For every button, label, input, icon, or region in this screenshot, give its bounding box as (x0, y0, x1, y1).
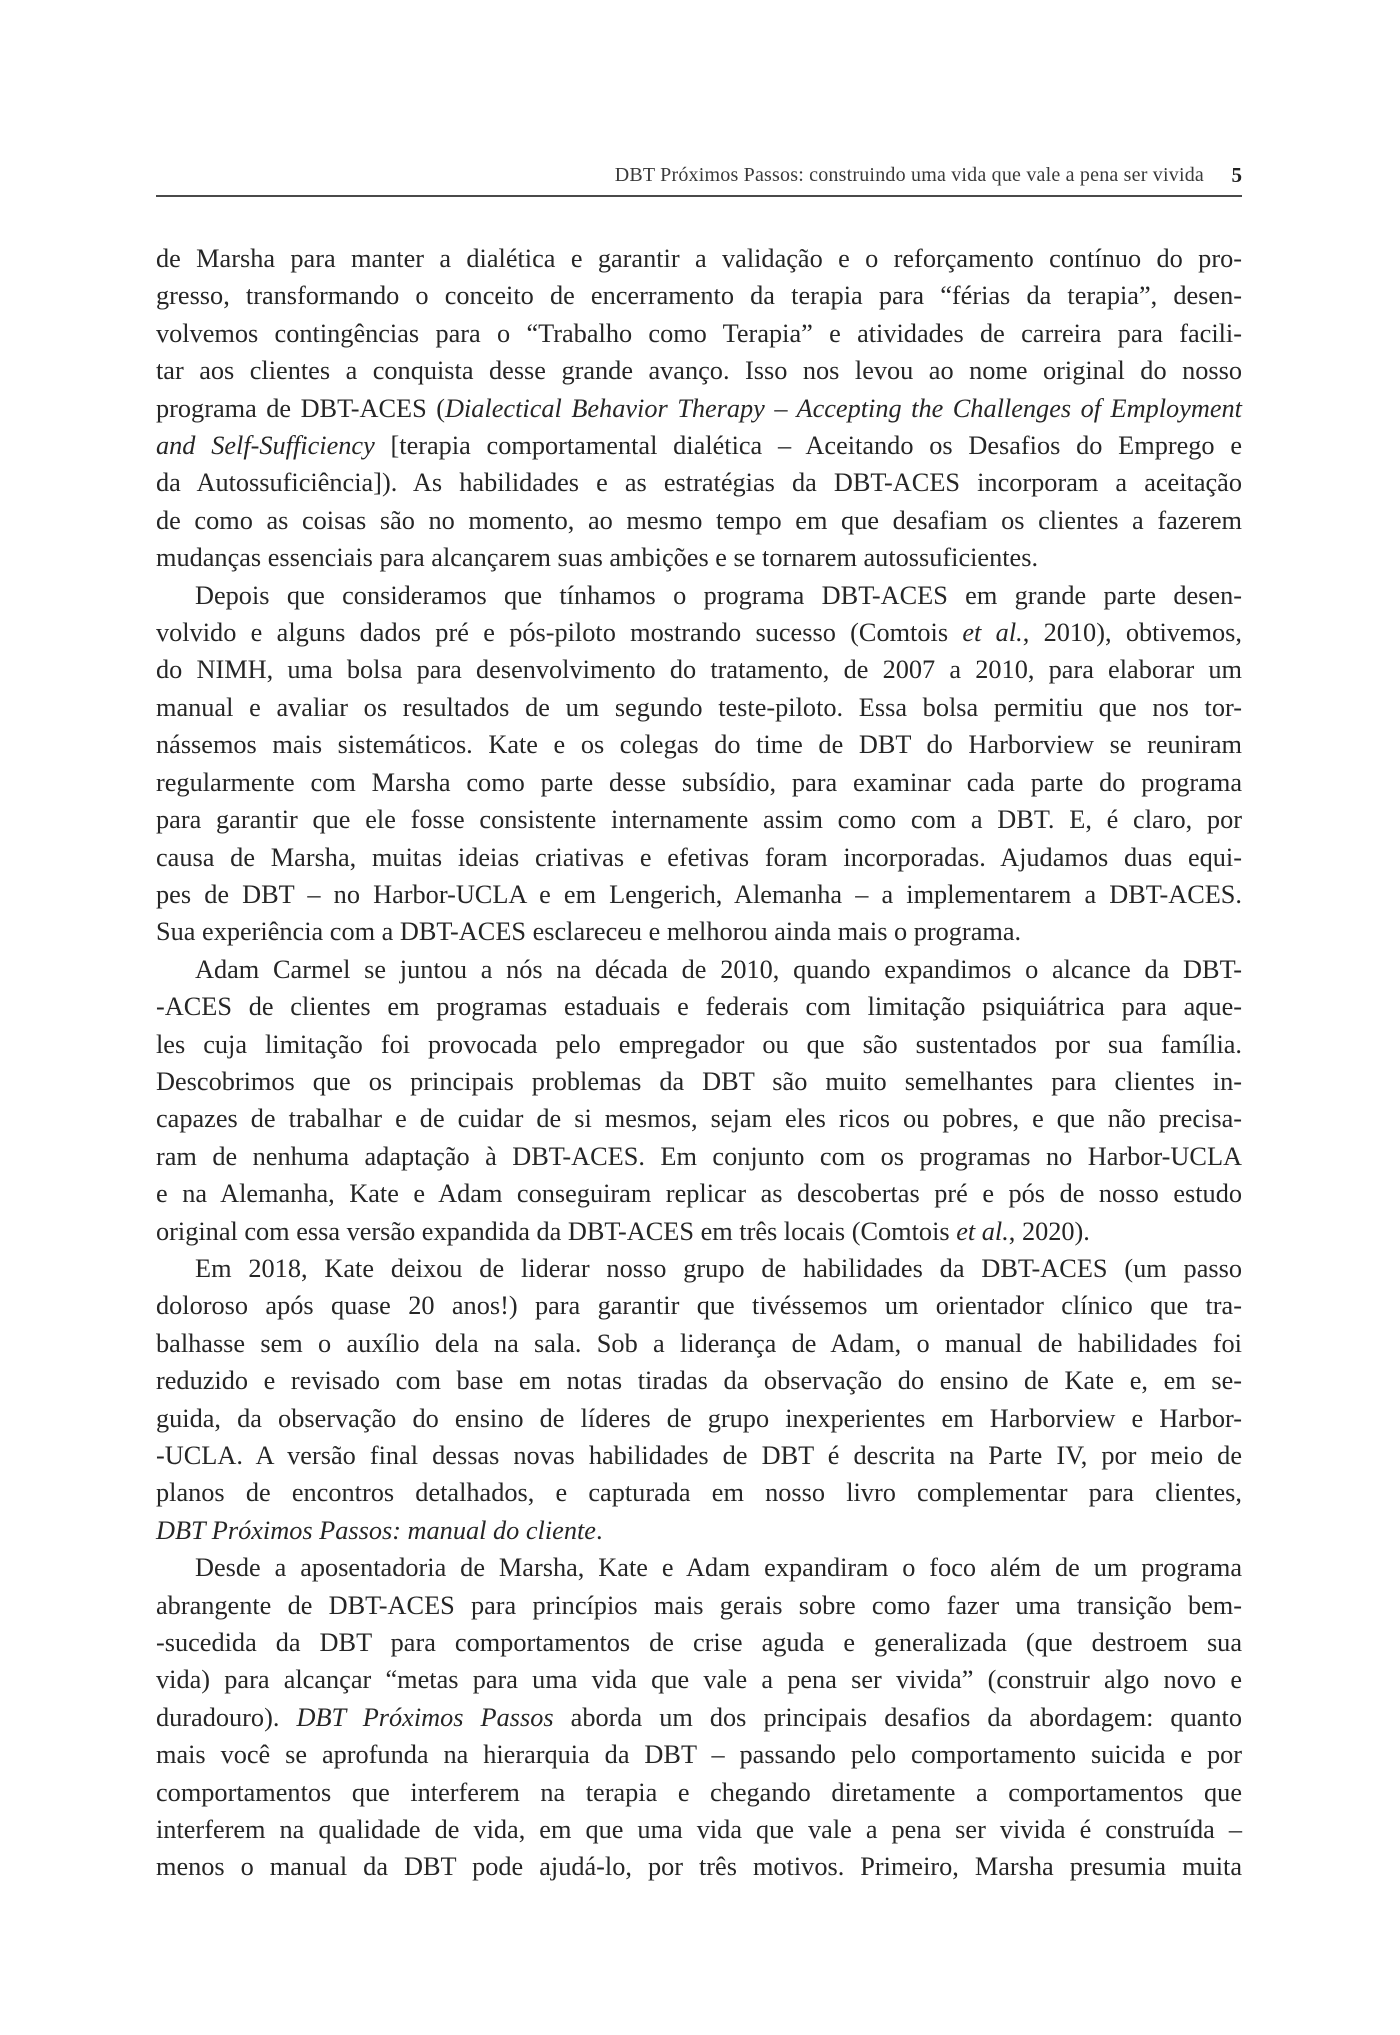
text-line (156, 502, 1242, 539)
line-text: Sua experiência com a DBT-ACES esclareceu e melhorou ainda mais o programa. (156, 917, 1022, 947)
text-line (156, 1138, 1242, 1175)
line-text: Descobrimos que os principais problemas da DBT são muito semelhantes para clientes in- (156, 1066, 1242, 1096)
line-text: volvemos contingências para o “Trabalho como Terapia” e atividades de carreira para facili- (156, 318, 1242, 348)
text-line (156, 1587, 1242, 1624)
line-text: gresso, transformando o conceito de encerramento da terapia para “férias da terapia”, desen- (156, 281, 1242, 311)
text-line (156, 1736, 1242, 1773)
line-text: -sucedida da DBT para comportamentos de crise aguda e generalizada (que destroem sua (156, 1628, 1242, 1658)
line-text: les cuja limitação foi provocada pelo empregador ou que são sustentados por sua família. (156, 1029, 1242, 1059)
text-line (156, 577, 1242, 614)
text-line (156, 614, 1242, 651)
text-line (156, 1213, 1242, 1250)
text-line (156, 651, 1242, 688)
text-line (156, 1362, 1242, 1399)
text-line (156, 801, 1242, 838)
text-line (156, 464, 1242, 501)
line-text: programa de DBT-ACES ( (156, 393, 445, 423)
line-text: [terapia comportamental dialética – Aceitando os Desafios do Emprego e (374, 431, 1242, 461)
text-line (156, 1512, 1242, 1549)
line-text: Adam Carmel se juntou a nós na década de 2010, quando expandimos o alcance da DBT- (195, 954, 1242, 984)
line-text: interferem na qualidade de vida, em que uma vida que vale a pena ser vivida é construída – (156, 1815, 1242, 1845)
line-text: abrangente de DBT-ACES para princípios mais gerais sobre como fazer uma transição bem- (156, 1590, 1242, 1620)
line-text: manual e avaliar os resultados de um segundo teste-piloto. Essa bolsa permitiu que nos tor- (156, 692, 1242, 722)
line-text: mudanças essenciais para alcançarem suas ambições e se tornarem autossuficientes. (156, 543, 1039, 573)
text-line (156, 1400, 1242, 1437)
text-line (156, 1175, 1242, 1212)
text-line (156, 1699, 1242, 1736)
line-text: , 2020). (1008, 1216, 1090, 1246)
line-text: Depois que consideramos que tínhamos o programa DBT-ACES em grande parte desen- (195, 580, 1242, 610)
line-text: causa de Marsha, muitas ideias criativas e efetivas foram incorporadas. Ajudamos duas equi- (156, 842, 1242, 872)
text-line (156, 988, 1242, 1025)
text-line (156, 764, 1242, 801)
line-text: da Autossuficiência]). As habilidades e as estratégias da DBT-ACES incorporam a aceitação (156, 468, 1242, 498)
line-text: comportamentos que interferem na terapia e chegando diretamente a comportamentos que (156, 1777, 1242, 1807)
text-line (156, 1474, 1242, 1511)
text-line (156, 1063, 1242, 1100)
italic-text: et al. (956, 1216, 1009, 1246)
text-line (156, 1325, 1242, 1362)
text-line (156, 1250, 1242, 1287)
line-text: aborda um dos principais desafios da abordagem: quanto (553, 1702, 1242, 1732)
text-line (156, 876, 1242, 913)
line-text: original com essa versão expandida da DBT-ACES em três locais (Comtois (156, 1216, 957, 1246)
line-text: tar aos clientes a conquista desse grande avanço. Isso nos levou ao nome original do nosso (156, 356, 1242, 386)
page-header (156, 161, 1242, 197)
text-line (156, 427, 1242, 464)
line-text: de como as coisas são no momento, ao mesmo tempo em que desafiam os clientes a fazerem (156, 505, 1242, 535)
italic-text: DBT Próximos Passos: manual do cliente (156, 1515, 596, 1545)
text-line (156, 277, 1242, 314)
text-line (156, 1661, 1242, 1698)
text-line (156, 1026, 1242, 1063)
line-text: doloroso após quase 20 anos!) para garantir que tivéssemos um orientador clínico que tra- (156, 1291, 1242, 1321)
line-text: planos de encontros detalhados, e capturada em nosso livro complementar para clientes, (156, 1478, 1242, 1508)
line-text: do NIMH, uma bolsa para desenvolvimento do tratamento, de 2007 a 2010, para elaborar um (156, 655, 1242, 685)
line-text: reduzido e revisado com base em notas tiradas da observação do ensino de Kate e, em se- (156, 1366, 1242, 1396)
text-line (156, 315, 1242, 352)
text-line (156, 539, 1242, 576)
line-text: ram de nenhuma adaptação à DBT-ACES. Em conjunto com os programas no Harbor-UCLA (156, 1141, 1242, 1171)
text-line (156, 1774, 1242, 1811)
italic-text: et al. (962, 618, 1023, 648)
line-text: nássemos mais sistemáticos. Kate e os colegas do time de DBT do Harborview se reuniram (156, 730, 1242, 760)
italic-text: DBT Próximos Passos (296, 1702, 554, 1732)
line-text: volvido e alguns dados pré e pós-piloto mostrando sucesso (Comtois (156, 618, 963, 648)
text-line (156, 1287, 1242, 1324)
line-text: guida, da observação do ensino de líderes de grupo inexperientes em Harborview e Harbor- (156, 1403, 1242, 1433)
page-number: 5 (1231, 163, 1242, 187)
text-line (156, 913, 1242, 950)
text-line (156, 689, 1242, 726)
line-text: e na Alemanha, Kate e Adam conseguiram replicar as descobertas pré e pós de nosso estudo (156, 1179, 1242, 1209)
text-line (156, 1848, 1242, 1885)
text-line (156, 839, 1242, 876)
line-text: regularmente com Marsha como parte desse subsídio, para examinar cada parte do programa (156, 767, 1242, 797)
text-line (156, 1549, 1242, 1586)
line-text: capazes de trabalhar e de cuidar de si mesmos, sejam eles ricos ou pobres, e que não precisa- (156, 1104, 1242, 1134)
line-text: balhasse sem o auxílio dela na sala. Sob a liderança de Adam, o manual de habilidades foi (156, 1328, 1242, 1358)
text-line (156, 951, 1242, 988)
italic-text: Dialectical Behavior Therapy – Accepting the Challenges of Employment (444, 393, 1242, 423)
line-text: -UCLA. A versão final dessas novas habilidades de DBT é descrita na Parte IV, por meio de (156, 1441, 1242, 1470)
line-text: de Marsha para manter a dialética e garantir a validação e o reforçamento contínuo do pro- (156, 244, 1242, 273)
text-line (156, 1624, 1242, 1661)
line-text: menos o manual da DBT pode ajudá-lo, por três motivos. Primeiro, Marsha presumia muita (156, 1852, 1242, 1882)
line-text: duradouro). (156, 1702, 297, 1732)
line-text: mais você se aprofunda na hierarquia da DBT – passando pelo comportamento suicida e por (156, 1740, 1242, 1770)
running-head: DBT Próximos Passos: construindo uma vida que vale a pena ser vivida (614, 164, 1204, 186)
body-text (156, 240, 1242, 1886)
italic-text: and Self-Sufficiency (156, 431, 375, 461)
line-text: -ACES de clientes em programas estaduais e federais com limitação psiquiátrica para aque- (156, 992, 1242, 1022)
text-line (156, 352, 1242, 389)
text-line (156, 1437, 1242, 1474)
line-text: Desde a aposentadoria de Marsha, Kate e Adam expandiram o foco além de um programa (195, 1553, 1242, 1583)
line-text: . (595, 1515, 603, 1545)
line-text: vida) para alcançar “metas para uma vida que vale a pena ser vivida” (construir algo novo e (156, 1665, 1242, 1695)
line-text: Em 2018, Kate deixou de liderar nosso grupo de habilidades da DBT-ACES (um passo (195, 1253, 1242, 1283)
line-text: para garantir que ele fosse consistente internamente assim como com a DBT. E, é claro, por (156, 805, 1242, 835)
line-text: pes de DBT – no Harbor-UCLA e em Lengerich, Alemanha – a implementarem a DBT-ACES. (156, 879, 1242, 909)
text-line (156, 1811, 1242, 1848)
text-line (156, 240, 1242, 277)
text-line (156, 1100, 1242, 1137)
text-line (156, 726, 1242, 763)
line-text: , 2010), obtivemos, (1022, 618, 1242, 648)
text-line (156, 390, 1242, 427)
